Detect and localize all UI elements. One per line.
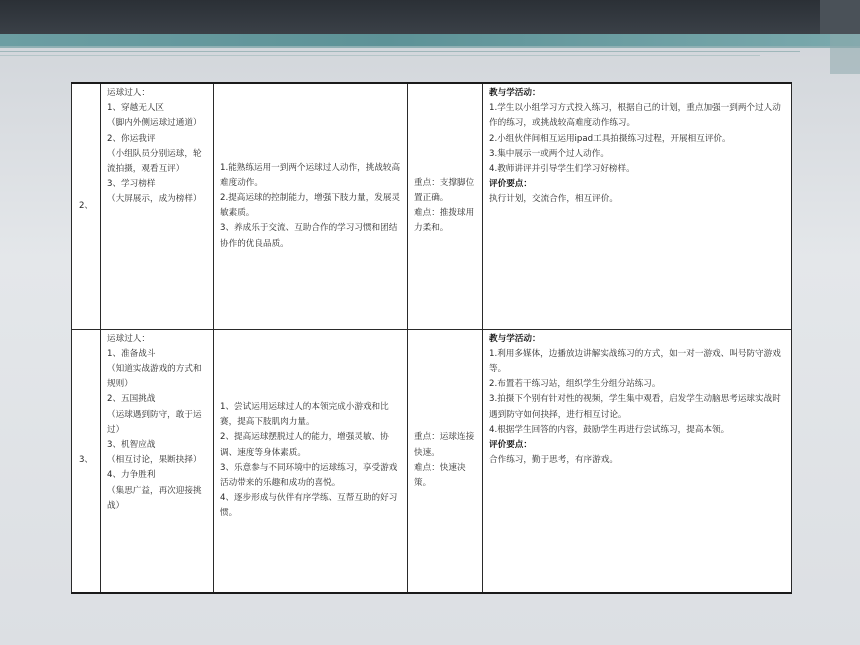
row-number — [72, 329, 101, 593]
title-bar — [0, 0, 860, 34]
content-line: （集思广益，再次迎接挑战） — [107, 485, 202, 511]
activity-cell — [483, 83, 792, 329]
table-row — [72, 83, 792, 329]
key-point-line: 重点：运球连接快速。 — [414, 432, 475, 458]
key-points-cell — [408, 329, 483, 593]
content-line: （小组队员分别运球，轮流拍摄，观看互评） — [107, 148, 202, 175]
content-line: （运球遇到防守，敢于运过） — [107, 409, 202, 435]
key-point-line: 重点：支撑脚位置正确。 — [414, 177, 475, 204]
decorative-line — [0, 51, 800, 52]
activity-item: 2.小组伙伴间相互运用ipad工具拍摄练习过程，开展相互评价。 — [489, 133, 731, 144]
key-point-line: 难点：快速决策。 — [414, 462, 466, 488]
title-bar-accent — [820, 0, 860, 34]
evaluation-text: 合作练习，勤于思考，有序游戏。 — [489, 455, 618, 466]
content-line: 4、力争胜利 — [107, 470, 156, 481]
content-cell — [101, 329, 214, 593]
activity-item: 4.教师讲评并引导学生们学习好榜样。 — [489, 164, 635, 175]
content-line: 2、五国挑战 — [107, 394, 156, 405]
evaluation-heading: 评价要点： — [489, 179, 532, 190]
goal-line: 2.提高运球的控制能力，增强下肢力量，发展灵敏素质。 — [220, 193, 401, 219]
content-line: （相互讨论，果断抉择） — [107, 455, 202, 466]
lesson-plan-table-container — [71, 82, 791, 592]
content-cell — [101, 83, 214, 329]
activity-item: 3.拍摄下个别有针对性的视频，学生集中观看，启发学生动脑思考运球实战时遇到防守如何抉择，进行相互讨论。 — [489, 394, 781, 420]
goal-line: 4、逐步形成与伙伴有序学练、互帮互助的好习惯。 — [220, 493, 398, 519]
activity-item: 1.利用多媒体，边播放边讲解实战练习的方式，如一对一游戏、叫号防守游戏等。 — [489, 348, 781, 374]
activity-item: 2.布置若干练习站，组织学生分组分站练习。 — [489, 379, 661, 390]
content-line: 1、穿越无人区 — [107, 103, 165, 114]
key-points-cell — [408, 83, 483, 329]
activity-item: 1.学生以小组学习方式投入练习，根据自己的计划，重点加强一到两个过人动作的练习，或挑战较高难度动作练习。 — [489, 103, 781, 129]
decorative-line — [0, 55, 760, 56]
content-line: （脚内外侧运球过通道） — [107, 118, 202, 129]
content-line: 运球过人： — [107, 333, 150, 344]
content-line: 1、准备战斗 — [107, 348, 156, 359]
table-row — [72, 329, 792, 593]
goal-line: 3、养成乐于交流、互助合作的学习习惯和团结协作的优良品质。 — [220, 223, 398, 249]
goals-cell — [214, 329, 408, 593]
content-line: 3、机智应战 — [107, 439, 156, 450]
decorative-line — [0, 46, 860, 48]
activity-item: 4.根据学生回答的内容，鼓励学生再进行尝试练习，提高本领。 — [489, 424, 730, 435]
activity-heading: 教与学活动： — [489, 333, 541, 344]
goal-line: 2、提高运球摆脱过人的能力，增强灵敏、协调、速度等身体素质。 — [220, 432, 389, 458]
evaluation-text: 执行计划，交流合作，相互评价。 — [489, 194, 618, 205]
activity-item: 3.集中展示一或两个过人动作。 — [489, 148, 609, 159]
row-number-text: 3、 — [78, 455, 94, 466]
content-line: 2、你运我评 — [107, 133, 156, 144]
goal-line: 1、尝试运用运球过人的本领完成小游戏和比赛，提高下肢肌肉力量。 — [220, 401, 389, 428]
content-line: （大屏展示，成为榜样） — [107, 194, 202, 205]
evaluation-heading: 评价要点： — [489, 439, 532, 450]
row-number — [72, 83, 101, 329]
activity-heading: 教与学活动： — [489, 88, 541, 98]
row-number-text: 2、 — [78, 200, 94, 211]
goal-line: 1.能熟练运用一到两个运球过人动作，挑战较高难度动作。 — [220, 162, 401, 188]
goal-line: 3、乐意参与不同环境中的运球练习，享受游戏活动带来的乐趣和成功的喜悦。 — [220, 462, 398, 488]
decorative-block — [830, 34, 860, 74]
key-point-line: 难点：推拨球用力柔和。 — [414, 208, 475, 234]
content-line: 3、学习榜样 — [107, 179, 156, 190]
activity-cell — [483, 329, 792, 593]
goals-cell — [214, 83, 408, 329]
decorative-band — [0, 34, 860, 46]
content-line: 运球过人： — [107, 88, 150, 98]
content-line: （知道实战游戏的方式和规则） — [107, 363, 202, 390]
lesson-plan-table — [71, 82, 792, 594]
